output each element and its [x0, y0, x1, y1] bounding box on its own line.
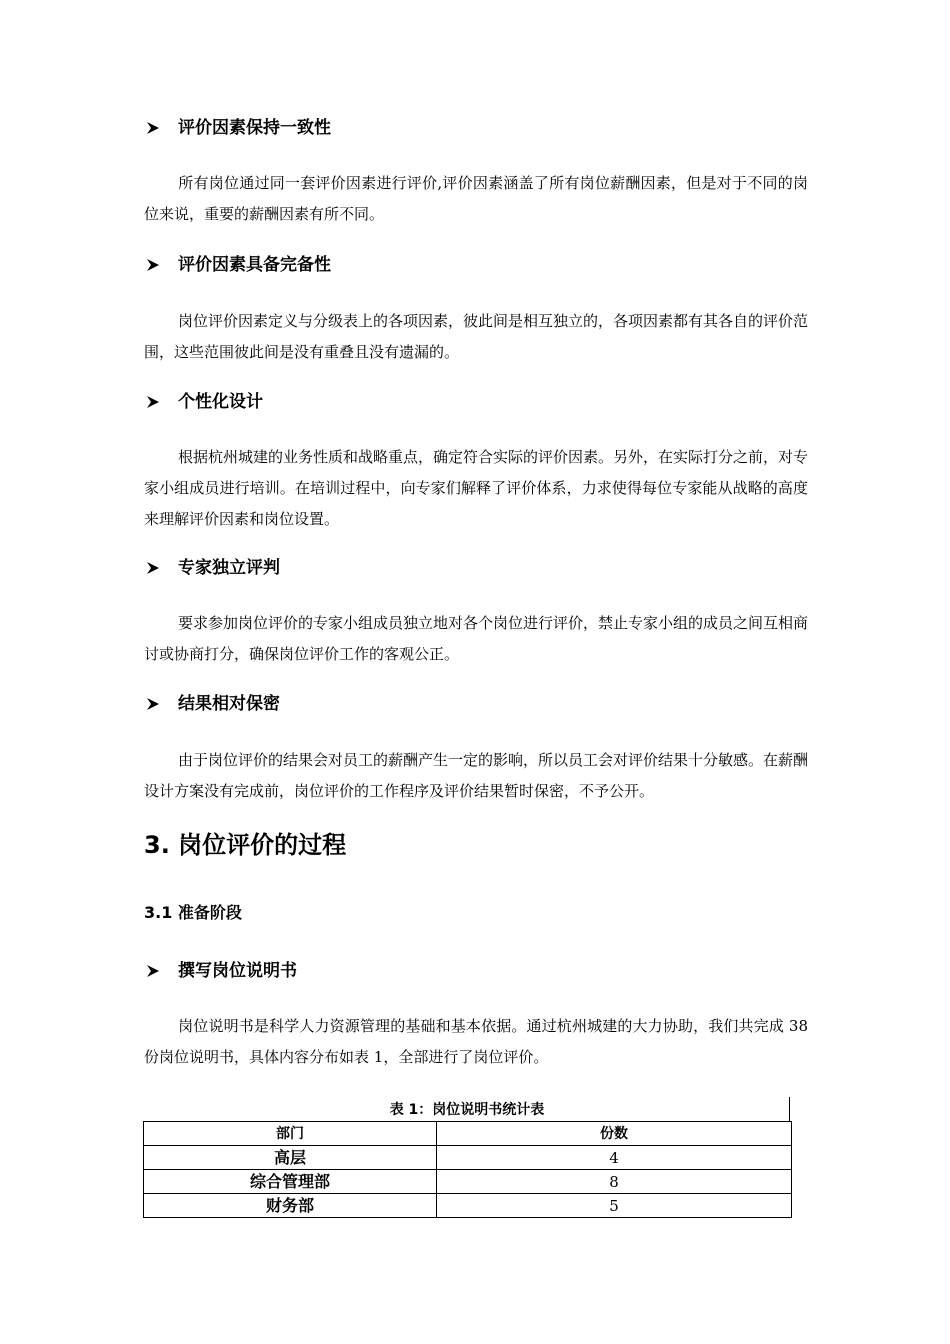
bullet-item [146, 253, 331, 277]
bullet-item [146, 959, 297, 983]
bullet-heading: 个性化设计 [178, 392, 263, 412]
cell-dept: 财务部 [144, 1194, 437, 1218]
arrow-bullet-icon [146, 395, 160, 409]
table-caption: 表 1：岗位说明书统计表 [389, 1102, 545, 1118]
body-paragraph [144, 442, 808, 535]
paragraph-text: 由于岗位评价的结果会对员工的薪酬产生一定的影响，所以员工会对评价结果十分敏感。在薪酬设计方案没有完成前，岗位评价的工作程序及评价结果暂时保密，不予公开。 [144, 751, 809, 800]
paragraph-text: 岗位评价因素定义与分级表上的各项因素，彼此间是相互独立的，各项因素都有其各自的评价范围，这些范围彼此间是没有重叠且没有遗漏的。 [144, 312, 809, 361]
bullet-heading: 专家独立评判 [178, 558, 280, 578]
bullet-heading: 评价因素保持一致性 [178, 118, 331, 138]
body-paragraph [144, 745, 808, 807]
header-dept: 部门 [144, 1122, 437, 1146]
table-row [144, 1194, 792, 1218]
bullet-heading: 撰写岗位说明书 [178, 961, 297, 981]
cell-count: 5 [437, 1194, 792, 1218]
bullet-item [146, 390, 263, 414]
job-description-table [143, 1121, 792, 1218]
arrow-bullet-icon [146, 258, 160, 272]
cell-count: 4 [437, 1146, 792, 1170]
arrow-bullet-icon [146, 697, 160, 711]
table-header-row [144, 1122, 792, 1146]
cell-dept: 综合管理部 [144, 1170, 437, 1194]
body-paragraph [144, 1011, 808, 1073]
bullet-item [146, 556, 280, 580]
arrow-bullet-icon [146, 121, 160, 135]
bullet-heading: 结果相对保密 [178, 694, 280, 714]
subsection-heading: 3.1 准备阶段 [144, 903, 242, 922]
bullet-heading: 评价因素具备完备性 [178, 255, 331, 275]
header-count: 份数 [437, 1122, 792, 1146]
table-row [144, 1170, 792, 1194]
bullet-item [146, 692, 280, 716]
arrow-bullet-icon [146, 561, 160, 575]
body-paragraph [144, 168, 808, 230]
paragraph-text: 岗位说明书是科学人力资源管理的基础和基本依据。通过杭州城建的大力协助，我们共完成 38 份岗位说明书，具体内容分布如表 1，全部进行了岗位评价。 [144, 1017, 808, 1066]
arrow-bullet-icon [146, 964, 160, 978]
body-paragraph [144, 608, 808, 670]
paragraph-text: 所有岗位通过同一套评价因素进行评价,评价因素涵盖了所有岗位薪酬因素，但是对于不同的岗位来说，重要的薪酬因素有所不同。 [144, 174, 808, 223]
chapter-heading: 3. 岗位评价的过程 [144, 831, 347, 859]
cell-dept: 高层 [144, 1146, 437, 1170]
cell-count: 8 [437, 1170, 792, 1194]
paragraph-text: 要求参加岗位评价的专家小组成员独立地对各个岗位进行评价，禁止专家小组的成员之间互相商讨或协商打分，确保岗位评价工作的客观公正。 [144, 614, 809, 663]
body-paragraph [144, 306, 808, 368]
table-row [144, 1146, 792, 1170]
paragraph-text: 根据杭州城建的业务性质和战略重点，确定符合实际的评价因素。另外，在实际打分之前，对专家小组成员进行培训。在培训过程中，向专家们解释了评价体系，力求使得每位专家能从战略的高度来理解评价因素和岗位设置。 [144, 448, 809, 528]
bullet-item [146, 116, 331, 140]
